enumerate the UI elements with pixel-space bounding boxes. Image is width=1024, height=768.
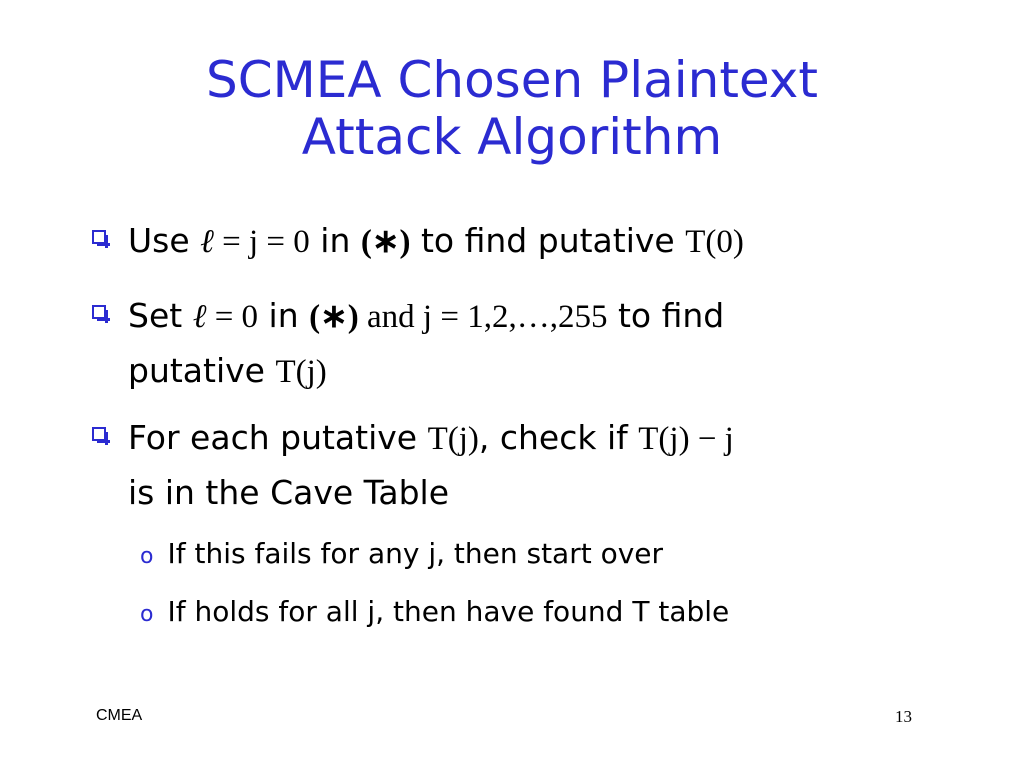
bullet-2-part-2: = 0: [206, 299, 259, 335]
sub-bullet-1: [140, 534, 663, 577]
bullet-1-part-2: = j = 0: [213, 224, 310, 260]
circle-bullet-icon: o: [140, 544, 154, 569]
bullet-1-part-1: ℓ: [200, 224, 214, 260]
bullet-1-part-6: T(0): [685, 224, 744, 260]
bullet-3-part-2: , check if: [478, 418, 639, 457]
bullet-3-part-1: T(j): [427, 421, 479, 457]
bullet-2: [92, 289, 922, 399]
bullet-2-part-1: ℓ: [192, 299, 207, 335]
title-line-2: Attack Algorithm: [301, 108, 723, 166]
bullet-2-part-8: T(j): [275, 354, 327, 390]
sub-bullet-2-text: If holds for all j, then have found T table: [167, 595, 730, 628]
sub-bullet-1-text: If this fails for any j, then start over: [167, 537, 664, 570]
bullet-2-part-6: to find: [607, 296, 725, 335]
bullet-2-part-4: (∗): [309, 299, 359, 335]
bullet-3-part-3: T(j) − j: [638, 421, 734, 457]
bullet-2-text: [128, 289, 958, 399]
title-line-1: SCMEA Chosen Plaintext: [205, 51, 818, 109]
bullet-1-part-3: in: [309, 221, 361, 260]
bullet-1-text: [128, 214, 958, 269]
bullet-1-part-5: to find putative: [410, 221, 686, 260]
bullet-3-text: [128, 411, 958, 520]
bullet-2-part-0: Set: [128, 296, 193, 335]
circle-bullet-icon: o: [140, 602, 154, 627]
bullet-1-part-0: Use: [128, 221, 201, 260]
sub-bullet-2: [140, 592, 729, 635]
bullet-1-part-4: (∗): [360, 224, 411, 260]
bullet-3: [92, 411, 922, 520]
bullet-3-part-4: is in the Cave Table: [128, 473, 449, 512]
square-bullet-icon: [92, 230, 106, 244]
bullet-1: [92, 214, 922, 269]
bullet-3-part-0: For each putative: [128, 418, 428, 457]
square-bullet-icon: [92, 427, 106, 441]
page-number: 13: [895, 707, 912, 726]
bullet-2-part-7: putative: [128, 351, 276, 390]
bullet-2-part-3: in: [258, 296, 310, 335]
footer-label: CMEA: [96, 707, 143, 724]
slide-title: [40, 52, 984, 166]
square-bullet-icon: [92, 305, 106, 319]
bullet-2-part-5: and j = 1,2,…,255: [358, 299, 608, 335]
